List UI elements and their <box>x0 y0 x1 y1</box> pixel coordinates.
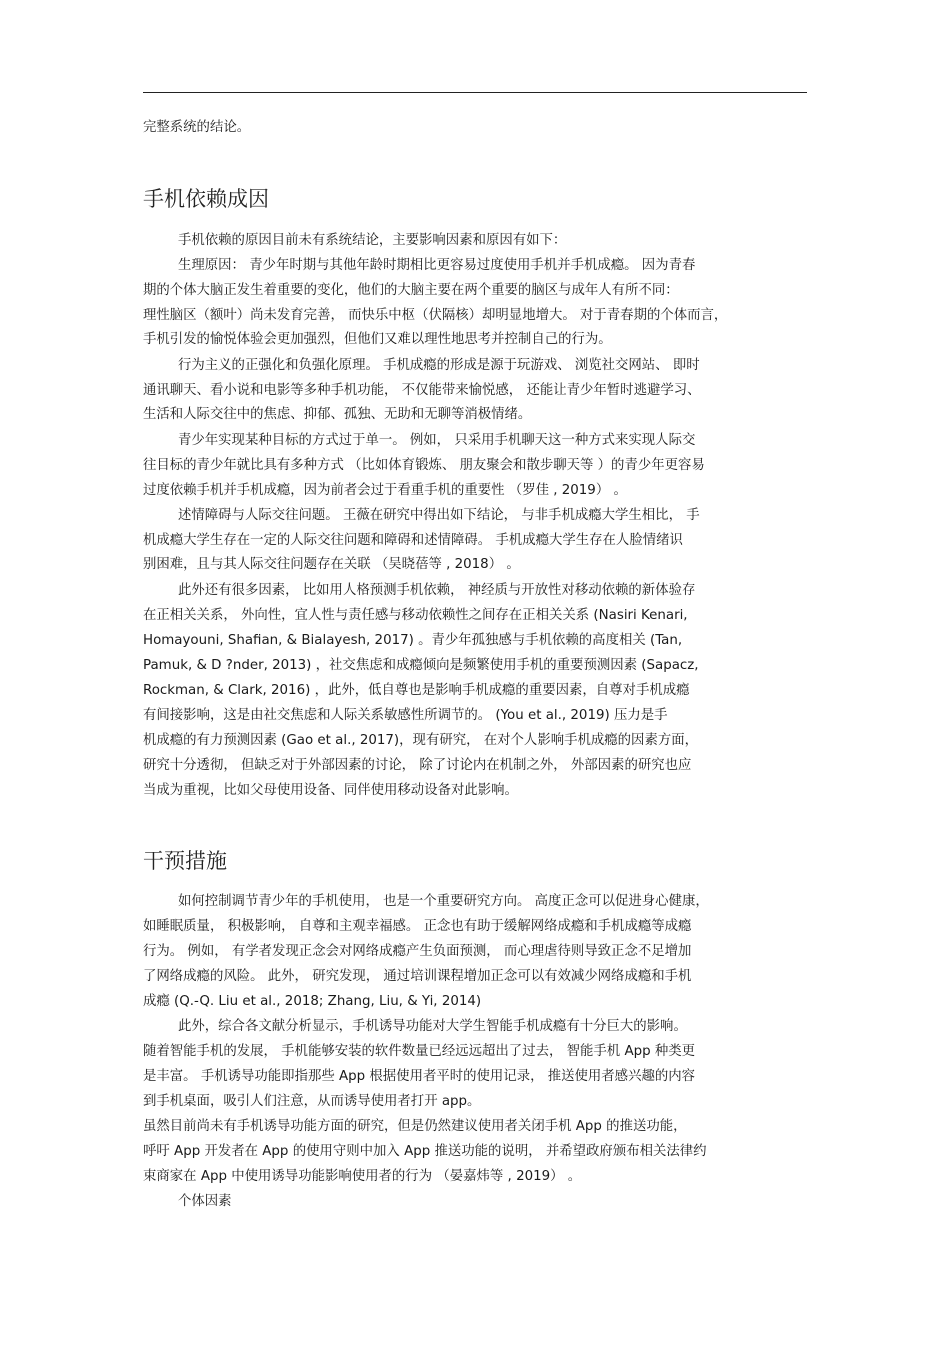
section-heading: 手机依赖成因 <box>143 187 269 211</box>
body-line: 虽然目前尚未有手机诱导功能方面的研究，但是仍然建议使用者关闭手机 App 的推送功能， <box>143 1119 687 1134</box>
body-line: 当成为重视，比如父母使用设备、同伴使用移动设备对此影响。 <box>143 783 518 798</box>
body-line: 个体因素 <box>178 1194 232 1209</box>
body-line: 手机依赖的原因目前未有系统结论，主要影响因素和原因有如下： <box>178 233 567 248</box>
body-line: Homayouni, Shafian, & Bialayesh, 2017) 。青少年孤独感与手机依赖的高度相关 (Tan, <box>143 633 683 648</box>
body-line: 成瘾 (Q.-Q. Liu et al., 2018; Zhang, Liu, & Yi, 2014) <box>143 994 482 1009</box>
body-line: 行为主义的正强化和负强化原理。 手机成瘾的形成是源于玩游戏、 浏览社交网站、 即时 <box>178 358 700 373</box>
body-line: 别困难，且与其人际交往问题存在关联 （吴晓蓓等 , 2018） 。 <box>143 557 520 572</box>
body-line: 过度依赖手机并手机成瘾，因为前者会过于看重手机的重要性 （罗佳 , 2019） 。 <box>143 483 627 498</box>
body-line: 行为。 例如， 有学者发现正念会对网络成瘾产生负面预测， 而心理虐待则导致正念不足增加 <box>143 944 692 959</box>
body-line: 生活和人际交往中的焦虑、抑郁、孤独、无助和无聊等消极情绪。 <box>143 407 532 422</box>
body-line: 束商家在 App 中使用诱导功能影响使用者的行为 （晏嘉炜等 , 2019） 。 <box>143 1169 582 1184</box>
body-line: 是丰富。 手机诱导功能即指那些 App 根据使用者平时的使用记录， 推送使用者感兴趣的内容 <box>143 1069 696 1084</box>
body-line: 到手机桌面，吸引人们注意，从而诱导使用者打开 app。 <box>143 1094 481 1109</box>
body-line: 此外，综合各文献分析显示，手机诱导功能对大学生智能手机成瘾有十分巨大的影响。 <box>178 1019 687 1034</box>
body-line: 呼吁 App 开发者在 App 的使用守则中加入 App 推送功能的说明， 并希望政府颁布相关法律约 <box>143 1144 707 1159</box>
body-line: 述情障碍与人际交往问题。 王薇在研究中得出如下结论， 与非手机成瘾大学生相比， 手 <box>178 508 700 523</box>
body-line: 在正相关关系， 外向性，宜人性与责任感与移动依赖性之间存在正相关关系 (Nasiri Kenari, <box>143 608 688 623</box>
body-line: 此外还有很多因素， 比如用人格预测手机依赖， 神经质与开放性对移动依赖的新体验存 <box>178 583 696 598</box>
body-line: 理性脑区（额叶）尚未发育完善， 而快乐中枢（伏隔核）却明显地增大。 对于青春期的个体而言， <box>143 308 728 323</box>
section-heading: 干预措施 <box>143 849 227 873</box>
body-line: 通讯聊天、看小说和电影等多种手机功能， 不仅能带来愉悦感， 还能让青少年暂时逃避学习、 <box>143 383 701 398</box>
body-line: 如睡眠质量， 积极影响， 自尊和主观幸福感。 正念也有助于缓解网络成瘾和手机成瘾等成瘾 <box>143 919 692 934</box>
body-line: 研究十分透彻， 但缺乏对于外部因素的讨论， 除了讨论内在机制之外， 外部因素的研究也应 <box>143 758 692 773</box>
body-line: 往目标的青少年就比具有多种方式 （比如体育锻炼、 朋友聚会和散步聊天等 ）的青少年更容易 <box>143 458 705 473</box>
body-line: 有间接影响，这是由社交焦虑和人际关系敏感性所调节的。 (You et al., 2019) 压力是手 <box>143 708 668 723</box>
body-line: 机成瘾的有力预测因素 (Gao et al., 2017)，现有研究， 在对个人影响手机成瘾的因素方面， <box>143 733 699 748</box>
header-rule <box>143 92 807 93</box>
body-line: Rockman, & Clark, 2016) ，此外，低自尊也是影响手机成瘾的重要因素，自尊对手机成瘾 <box>143 683 690 698</box>
body-line: 期的个体大脑正发生着重要的变化，他们的大脑主要在两个重要的脑区与成年人有所不同： <box>143 283 679 298</box>
body-line: 完整系统的结论。 <box>143 120 251 135</box>
body-line: 机成瘾大学生存在一定的人际交往问题和障碍和述情障碍。 手机成瘾大学生存在人脸情绪识 <box>143 533 683 548</box>
body-line: 生理原因： 青少年时期与其他年龄时期相比更容易过度使用手机并手机成瘾。 因为青春 <box>178 258 696 273</box>
body-line: 了网络成瘾的风险。 此外， 研究发现， 通过培训课程增加正念可以有效减少网络成瘾和手机 <box>143 969 692 984</box>
body-line: Pamuk, & D ?nder, 2013) ，社交焦虑和成瘾倾向是频繁使用手机的重要预测因素 (Sapacz, <box>143 658 699 673</box>
body-line: 青少年实现某种目标的方式过于单一。 例如， 只采用手机聊天这一种方式来实现人际交 <box>178 433 696 448</box>
body-line: 随着智能手机的发展， 手机能够安装的软件数量已经远远超出了过去， 智能手机 App 种类更 <box>143 1044 696 1059</box>
body-line: 手机引发的愉悦体验会更加强烈，但他们又难以理性地思考并控制自己的行为。 <box>143 332 612 347</box>
body-line: 如何控制调节青少年的手机使用， 也是一个重要研究方向。 高度正念可以促进身心健康， <box>178 894 709 909</box>
